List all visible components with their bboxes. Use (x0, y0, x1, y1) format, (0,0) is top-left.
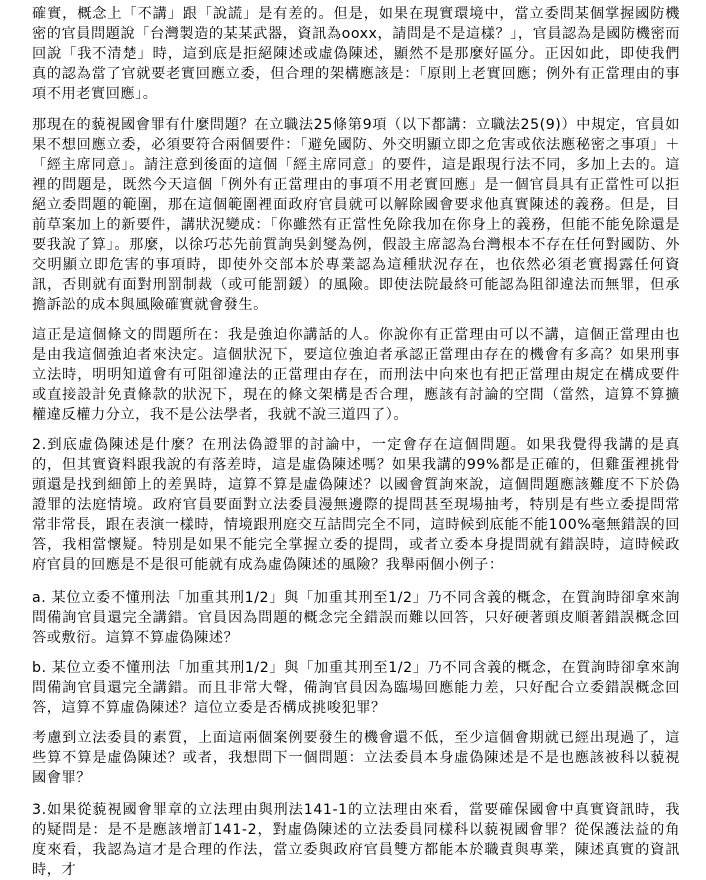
paragraph-3: 這正是這個條文的問題所在：我是強迫你講話的人。你說你有正當理由可以不講，這個正當理由也是由我這個強迫者來決定。這個狀況下，要這位強迫者承認正當理由存在的機會有多高？如果刑事立法時，明明知道會有可阻卻違法的正當理由存在，而刑法中向來也有把正當理由規定在構成要件或直接設計免責條款的狀況下，現在的條文架構是否合理，應該有討論的空間（當然，這算不算擴權違反權力分立，我不是公法學者，我就不說三道四了）。 (32, 327, 680, 423)
paragraph-8: 3.如果從藐視國會罪章的立法理由與刑法141-1的立法理由來看，當要確保國會中真實資訊時，我的疑問是：是不是應該增訂141-2，對虛偽陳述的立法委員同樣科以藐視國會罪？從保護法益的角度來看，我認為這才是合理的作法，當立委與政府官員雙方都能本於職責與專業，陳述真實的資訊時，才 (32, 802, 680, 878)
paragraph-2: 那現在的藐視國會罪有什麼問題？在立職法25條第9項（以下都講：立職法25(9)）中規定，官員如果不想回應立委，必須要符合兩個要件：「避免國防、外交明顯立即之危害或依法應秘密之事項」＋「經主席同意」。請注意到後面的這個「經主席同意」的要件，這是跟現行法不同，多加上去的。這裡的問題是，既然今天這個「例外有正當理由的事項不用老實回應」是一個官員具有正當性可以拒絕立委問題的範圍，那在這個範圍裡面政府官員就可以解除國會要求他真實陳述的義務。但是，目前草案加上的新要件，講狀況變成：「你雖然有正當性免除我加在你身上的義務，但能不能免除還是要我說了算」。那麼，以徐巧芯先前質詢吳釗燮為例，假設主席認為台灣根本不存在任何對國防、外交明顯立即危害的事項時，即使外交部本於專業認為這種狀況存在，也依然必須老實揭露任何資訊，否則就有面對刑罰制裁（或可能罰鍰）的風險。即使法院最終可能認為阻卻違法而無罪，但承擔訴訟的成本與風險確實就會發生。 (32, 117, 680, 313)
paragraph-1: 確實，概念上「不講」跟「說謊」是有差的。但是，如果在現實環境中，當立委問某個掌握國防機密的官員問題說「台灣製造的某某武器，資訊為ooxx，請問是不是這樣？」，官員認為是國防機密而回說「我不清楚」時，這到底是拒絕陳述或虛偽陳述，顯然不是那麼好區分。正因如此，即使我們真的認為當了官就要老實回應立委，但合理的架構應該是：「原則上老實回應；例外有正當理由的事項不用老實回應」。 (32, 6, 680, 102)
paragraph-6: b. 某位立委不懂刑法「加重其刑1/2」與「加重其刑至1/2」乃不同含義的概念，在質詢時卻拿來詢問備詢官員還完全講錯。而且非常大聲，備詢官員因為臨場回應能力差，只好配合立委錯誤概念回答，這算不算虛偽陳述？這位立委是否構成挑唆犯罪？ (32, 660, 680, 716)
paragraph-5: a. 某位立委不懂刑法「加重其刑1/2」與「加重其刑至1/2」乃不同含義的概念，在質詢時卻拿來詢問備詢官員還完全講錯。官員因為問題的概念完全錯誤而難以回答，只好硬著頭皮順著錯誤概念回答或敷衍。這算不算虛偽陳述？ (32, 590, 680, 646)
paragraph-4: 2.到底虛偽陳述是什麼？在刑法偽證罪的討論中，一定會存在這個問題。如果我覺得我講的是真的，但其實資料跟我說的有落差時，這是虛偽陳述嗎？如果我講的99%都是正確的，但雞蛋裡挑骨頭還是找到細節上的差異時，這算不算是虛偽陳述？以國會質詢來說，這個問題應該難度不下於偽證罪的法庭情境。政府官員要面對立法委員漫無邊際的提問甚至現場抽考，特別是有些立委提問常常非常長，跟在表演一樣時，情境跟刑庭交互詰問完全不同，這時候到底能不能100%毫無錯誤的回答，我相當懷疑。特別是如果不能完全掌握立委的提問，或者立委本身提問就有錯誤時，這時候政府官員的回應是不是很可能就有成為虛偽陳述的風險？我舉兩個小例子： (32, 437, 680, 573)
post-body (32, 0, 680, 880)
paragraph-7: 考慮到立法委員的素質，上面這兩個案例要發生的機會還不低，至少這個會期就已經出現過了，這些算不算是虛偽陳述？或者，我想問下一個問題：立法委員本身虛偽陳述是不是也應該被科以藐視國會罪？ (32, 730, 680, 786)
